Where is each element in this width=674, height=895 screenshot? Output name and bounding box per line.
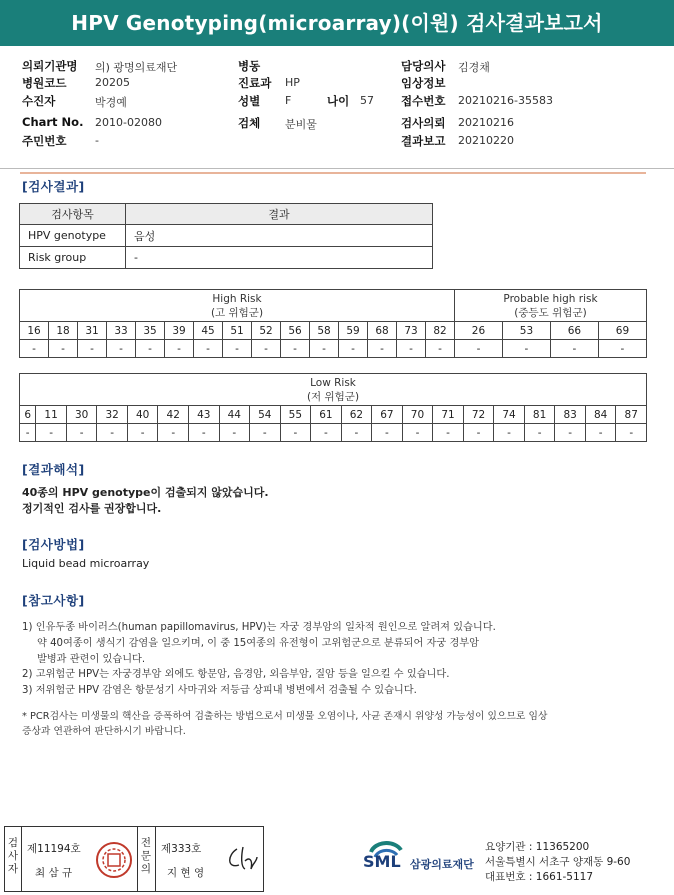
high-risk-title: High Risk [212,292,262,305]
result-table [19,203,433,269]
genotype-result-row [20,340,647,358]
info-c2-0-label: 병동 [238,59,261,73]
vertical-char: 의 [140,863,152,875]
genotype-type-cell: 74 [494,406,525,424]
result-cell: Risk group [20,247,126,269]
interpretation-line: 40종의 HPV genotype이 검출되지 않았습니다. [22,486,269,499]
divider [0,168,674,169]
genotype-type-cell: 83 [555,406,586,424]
genotype-type-cell: 43 [188,406,219,424]
genotype-type-cell: 62 [341,406,372,424]
genotype-type-cell: 33 [107,322,136,340]
logo-text: SML [363,852,401,871]
genotype-type-cell: 18 [49,322,78,340]
info-c1-4-value: - [95,134,99,147]
genotype-type-cell: 16 [20,322,49,340]
genotype-type-cell: 53 [502,322,550,340]
genotype-type-cell: 11 [36,406,67,424]
probable-risk-subtitle: (중등도 위험군) [514,306,587,319]
high-risk-subtitle: (고 위험군) [210,306,264,319]
genotype-type-cell: 40 [127,406,158,424]
info-c1-3-value: 2010-02080 [95,116,162,129]
genotype-value-cell: - [598,340,646,358]
info-c3-4-label: 결과보고 [401,134,446,148]
examiner-seal [95,841,133,879]
genotype-type-cell: 68 [368,322,397,340]
info-c1-1-label: 병원코드 [22,76,67,90]
genotype-value-cell: - [585,424,616,442]
section-interpretation-heading: [결과해석] [22,462,85,477]
result-header-item: 검사항목 [20,204,126,225]
divider [155,827,156,891]
genotype-type-cell: 30 [66,406,97,424]
genotype-value-cell: - [368,340,397,358]
table-row [20,247,433,269]
info-c3-3-value: 20210216 [458,116,514,129]
genotype-value-cell: - [463,424,494,442]
accent-divider [20,172,646,174]
info-c2-2-value: F [285,94,292,107]
genotype-value-cell: - [136,340,165,358]
genotype-type-cell: 58 [310,322,339,340]
genotype-value-cell: - [426,340,455,358]
vertical-char: 문 [140,850,152,862]
info-c1-0-value: 의) 광명의료재단 [95,61,178,74]
genotype-type-cell: 26 [455,322,503,340]
probable-high-risk-header [455,290,647,322]
genotype-value-cell: - [494,424,525,442]
probable-risk-title: Probable high risk [503,292,598,305]
genotype-value-cell: - [310,340,339,358]
genotype-value-cell: - [252,340,281,358]
info-c3-0-label: 담당의사 [401,59,446,73]
genotype-value-cell: - [372,424,403,442]
genotype-value-cell: - [455,340,503,358]
genotype-value-cell: - [127,424,158,442]
genotype-type-cell: 70 [402,406,433,424]
result-cell: - [126,247,433,269]
section-reference-heading: [참고사항] [22,593,85,608]
info-c3-4-value: 20210220 [458,134,514,147]
result-header-value: 결과 [126,204,433,225]
genotype-type-cell: 66 [550,322,598,340]
reference-item: 약 40여종이 생식기 감염을 일으키며, 이 중 15여종의 유전형이 고위험군으로 분류되어 자궁 경부암 [37,638,479,649]
reviewer-label [139,837,153,876]
genotype-value-cell: - [341,424,372,442]
examiner-name: 최 삼 규 [35,867,73,879]
genotype-type-cell: 87 [616,406,647,424]
info-c2-3-label: 검체 [238,116,261,130]
genotype-value-cell: - [158,424,189,442]
genotype-type-cell: 82 [426,322,455,340]
info-c1-1-value: 20205 [95,76,130,89]
reference-note: 증상과 연관하여 판단하시기 바랍니다. [22,726,186,737]
genotype-type-cell: 45 [194,322,223,340]
genotype-value-cell: - [502,340,550,358]
interpretation-line: 정기적인 검사를 권장합니다. [22,502,162,515]
report-title: HPV Genotyping(microarray)(이원) 검사결과보고서 [71,11,603,35]
genotype-type-cell: 44 [219,406,250,424]
reference-item: 2) 고위험군 HPV는 자궁경부암 외에도 항문암, 음경암, 외음부암, 질암 등을 일으킬 수 있습니다. [22,669,450,680]
method-text: Liquid bead microarray [22,557,150,570]
info-c1-0-label: 의뢰기관명 [22,59,78,73]
genotype-value-cell: - [280,424,311,442]
reference-item: 3) 저위험군 HPV 감염은 항문성기 사마귀와 저등급 상피내 병변에서 검출될 수 있습니다. [22,685,417,696]
genotype-value-cell: - [397,340,426,358]
info-c2-1-label: 진료과 [238,76,272,90]
genotype-value-cell: - [250,424,281,442]
genotype-type-cell: 69 [598,322,646,340]
genotype-type-cell: 84 [585,406,616,424]
info-c2-2-label: 성별 [238,94,261,108]
genotype-value-cell: - [66,424,97,442]
table-row [20,225,433,247]
reference-note: * PCR검사는 미생물의 핵산을 증폭하여 검출하는 방법으로서 미생물 오염이나, 사균 존재시 위양성 가능성이 있으므로 임상 [22,711,548,722]
report-title-bar [0,0,674,46]
vertical-char: 검 [7,837,19,849]
result-cell: HPV genotype [20,225,126,247]
high-risk-genotype-table [19,289,647,358]
info-c2-3-value: 분비물 [285,118,317,131]
genotype-value-cell: - [402,424,433,442]
genotype-value-cell: - [550,340,598,358]
genotype-value-cell: - [78,340,107,358]
reviewer-signature [223,843,259,875]
result-cell: 음성 [126,225,433,247]
genotype-result-row [20,424,647,442]
reference-item: 발병과 관련이 있습니다. [37,654,146,665]
divider [21,827,22,891]
vertical-char: 사 [7,850,19,862]
genotype-type-cell: 73 [397,322,426,340]
low-risk-genotype-table [19,373,647,442]
genotype-value-cell: - [433,424,464,442]
genotype-type-cell: 59 [339,322,368,340]
genotype-value-cell: - [524,424,555,442]
info-c2-1-value: HP [285,76,300,89]
genotype-type-cell: 51 [223,322,252,340]
genotype-type-cell: 6 [20,406,36,424]
genotype-type-cell: 32 [97,406,128,424]
age-value: 57 [360,94,374,107]
info-c1-3-label: Chart No. [22,115,84,129]
divider [137,827,138,891]
section-method-heading: [검사방법] [22,537,85,552]
info-c3-2-value: 20210216-35583 [458,94,553,107]
info-c3-0-value: 김경채 [458,61,490,74]
genotype-value-cell: - [97,424,128,442]
genotype-value-cell: - [281,340,310,358]
genotype-type-cell: 56 [281,322,310,340]
genotype-type-cell: 54 [250,406,281,424]
genotype-type-cell: 35 [136,322,165,340]
reference-item: 1) 인유두종 바이러스(human papillomavirus, HPV)는 자궁 경부암의 일차적 원인으로 알려져 있습니다. [22,622,496,633]
examiner-license: 제11194호 [27,843,81,855]
age-label: 나이 [327,94,350,108]
genotype-row [20,322,647,340]
genotype-type-cell: 42 [158,406,189,424]
genotype-value-cell: - [107,340,136,358]
genotype-row [20,406,647,424]
genotype-type-cell: 81 [524,406,555,424]
genotype-type-cell: 67 [372,406,403,424]
high-risk-header [20,290,455,322]
genotype-value-cell: - [49,340,78,358]
info-c3-3-label: 검사의뢰 [401,116,446,130]
genotype-value-cell: - [194,340,223,358]
genotype-value-cell: - [165,340,194,358]
org-phone: 대표번호 : 1661-5117 [485,871,594,883]
genotype-value-cell: - [188,424,219,442]
genotype-value-cell: - [339,340,368,358]
genotype-type-cell: 71 [433,406,464,424]
org-code: 요양기관 : 11365200 [485,841,590,853]
low-risk-subtitle: (저 위험군) [306,390,360,403]
signature-box [4,826,264,892]
org-address: 서울특별시 서초구 양재동 9-60 [485,856,631,868]
genotype-value-cell: - [36,424,67,442]
genotype-value-cell: - [555,424,586,442]
info-c1-2-label: 수진자 [22,94,56,108]
genotype-value-cell: - [20,424,36,442]
genotype-type-cell: 61 [311,406,342,424]
genotype-type-cell: 72 [463,406,494,424]
section-result-heading: [검사결과] [22,179,85,194]
genotype-value-cell: - [616,424,647,442]
genotype-type-cell: 31 [78,322,107,340]
genotype-type-cell: 39 [165,322,194,340]
examiner-label [6,837,20,876]
genotype-type-cell: 52 [252,322,281,340]
genotype-value-cell: - [223,340,252,358]
genotype-value-cell: - [219,424,250,442]
org-name: 삼광의료재단 [410,858,474,871]
info-c1-2-value: 박경예 [95,96,127,109]
genotype-type-cell: 55 [280,406,311,424]
info-c3-1-label: 임상정보 [401,76,446,90]
vertical-char: 자 [7,863,19,875]
low-risk-header [20,374,647,406]
reviewer-license: 제333호 [161,843,202,855]
vertical-char: 전 [140,837,152,849]
genotype-value-cell: - [311,424,342,442]
info-c1-4-label: 주민번호 [22,134,67,148]
low-risk-title: Low Risk [310,376,356,389]
genotype-value-cell: - [20,340,49,358]
info-c3-2-label: 접수번호 [401,94,446,108]
reviewer-name: 지 현 영 [167,867,205,879]
